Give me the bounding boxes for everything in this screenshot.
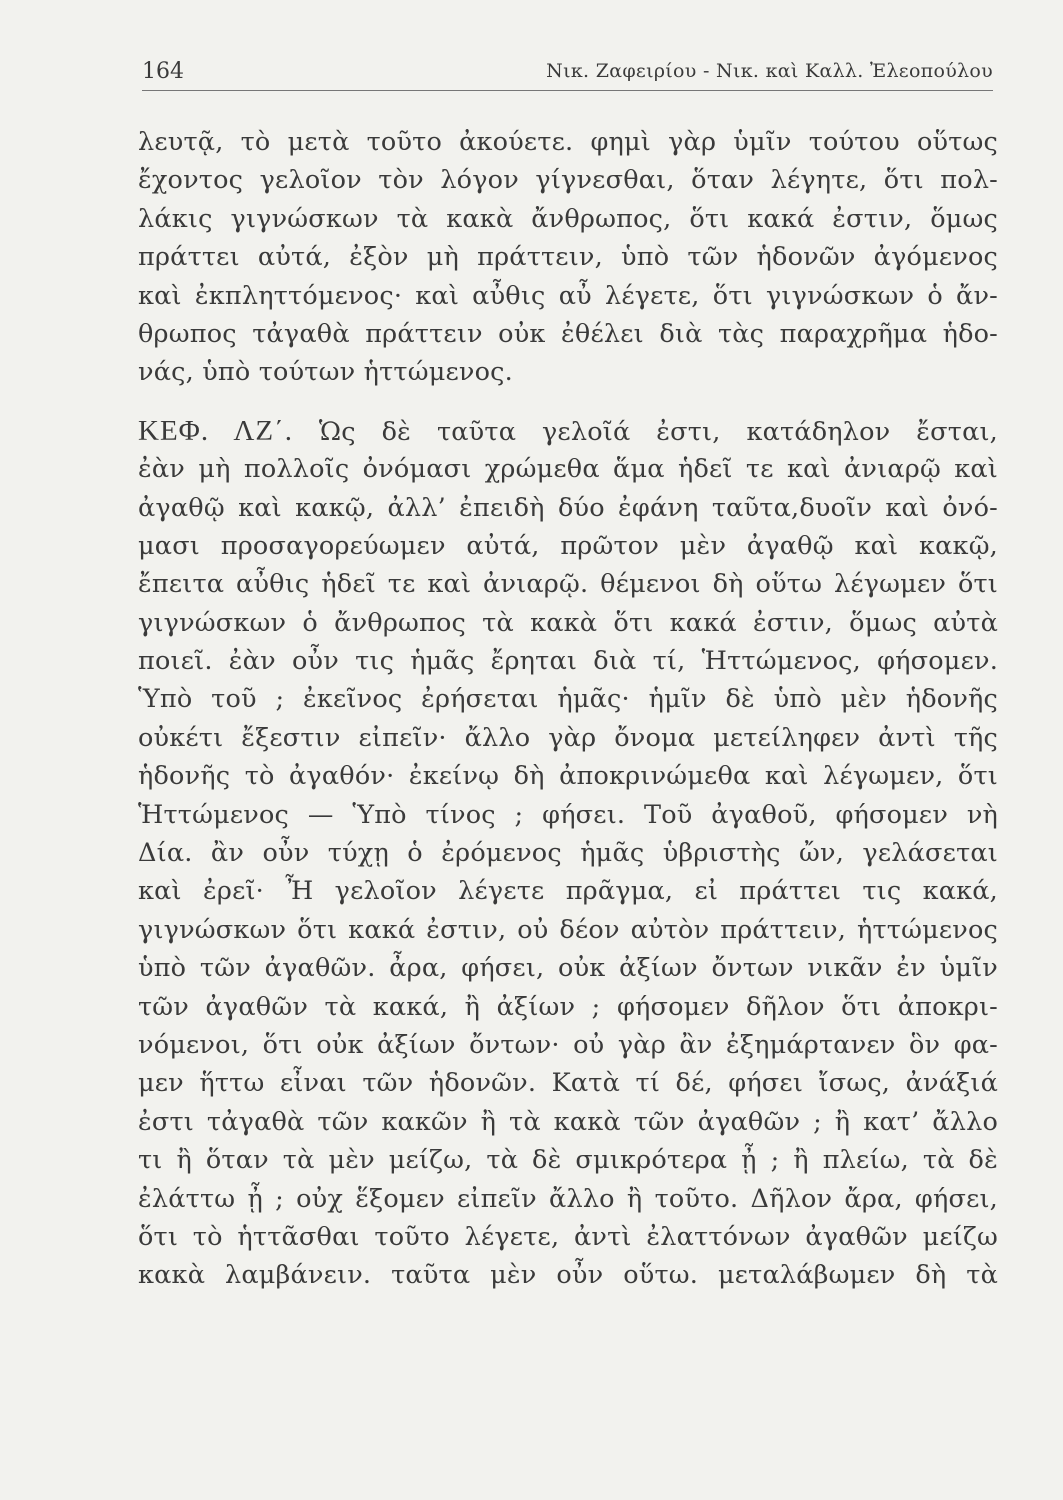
text-line: ἐὰν μὴ πολλοῖς ὀνόμασι χρώμεθα ἅμα ἡδεῖ τε καὶ ἀνιαρῷ καὶ — [138, 454, 998, 485]
text-line: οὐκέτι ἔξεστιν εἰπεῖν· ἄλλο γὰρ ὄνομα μετείληφεν ἀντὶ τῆς — [138, 722, 998, 753]
paragraph-gap — [138, 392, 998, 412]
chapter-first-line — [138, 412, 998, 450]
text-line: τι ἢ ὅταν τὰ μὲν μείζω, τὰ δὲ σμικρότερα ᾖ ; ἢ πλείω, τὰ δὲ — [138, 1145, 998, 1176]
text-line: ποιεῖ. ἐὰν οὖν τις ἡμᾶς ἔρηται διὰ τί, Ἡττώμενος, φήσομεν. — [138, 646, 998, 677]
text-line: ἐλάττω ᾖ ; οὐχ ἕξομεν εἰπεῖν ἄλλο ἢ τοῦτο. Δῆλον ἄρα, φήσει, — [138, 1183, 998, 1214]
text-line: καὶ ἐρεῖ· Ἦ γελοῖον λέγετε πρᾶγμα, εἰ πράττει τις κακά, — [138, 876, 998, 907]
body-text — [138, 123, 998, 1295]
text-line: Ὑπὸ τοῦ ; ἐκεῖνος ἐρήσεται ἡμᾶς· ἡμῖν δὲ ὑπὸ μὲν ἡδονῆς — [138, 684, 998, 715]
text-line: τῶν ἀγαθῶν τὰ κακά, ἢ ἀξίων ; φήσομεν δῆλον ὅτι ἀποκρι- — [138, 991, 998, 1022]
text-line: πράττει αὐτά, ἐξὸν μὴ πράττειν, ὑπὸ τῶν ἡδονῶν ἀγόμενος — [138, 242, 998, 273]
text-line: Δία. ἂν οὖν τύχῃ ὁ ἐρόμενος ἡμᾶς ὑβριστὴς ὤν, γελάσεται — [138, 838, 998, 869]
text-line: καὶ ἐκπληττόμενος· καὶ αὖθις αὖ λέγετε, ὅτι γιγνώσκων ὁ ἄν- — [138, 280, 998, 311]
text-line: ὑπὸ τῶν ἀγαθῶν. ἆρα, φήσει, οὐκ ἀξίων ὄντων νικᾶν ἐν ὑμῖν — [138, 953, 998, 984]
text-line: μεν ἥττω εἶναι τῶν ἡδονῶν. Κατὰ τί δέ, φήσει ἴσως, ἀνάξιά — [138, 1068, 998, 1099]
page-number: 164 — [142, 59, 184, 84]
text-line: Ἡττώμενος — Ὑπὸ τίνος ; φήσει. Τοῦ ἀγαθοῦ, φήσομεν νὴ — [138, 799, 998, 830]
chapter-heading: ΚΕΦ. ΛΖ΄. — [138, 414, 293, 447]
running-title: Νικ. Ζαφειρίου - Νικ. καὶ Καλλ. Ἐλεοπούλου — [546, 60, 993, 82]
text-line-fragment: Ὡς δὲ ταῦτα γελοῖά ἐστι, κατάδηλον ἔσται, — [318, 416, 998, 447]
text-line: κακὰ λαμβάνειν. ταῦτα μὲν οὖν οὕτω. μεταλάβωμεν δὴ τὰ — [138, 1260, 998, 1291]
text-line: ἔπειτα αὖθις ἡδεῖ τε καὶ ἀνιαρῷ. θέμενοι δὴ οὕτω λέγωμεν ὅτι — [138, 569, 998, 600]
text-line: μασι προσαγορεύωμεν αὐτά, πρῶτον μὲν ἀγαθῷ καὶ κακῷ, — [138, 530, 998, 561]
text-line: νάς, ὑπὸ τούτων ἡττώμενος. — [138, 357, 513, 388]
text-line: ἔχοντος γελοῖον τὸν λόγον γίγνεσθαι, ὅταν λέγητε, ὅτι πολ- — [138, 165, 998, 196]
text-line: λάκις γιγνώσκων τὰ κακὰ ἄνθρωπος, ὅτι κακά ἐστιν, ὅμως — [138, 203, 998, 234]
text-line: θρωπος τἀγαθὰ πράττειν οὐκ ἐθέλει διὰ τὰς παραχρῆμα ἡδο- — [138, 318, 998, 349]
text-line: ὅτι τὸ ἡττᾶσθαι τοῦτο λέγετε, ἀντὶ ἐλαττόνων ἀγαθῶν μείζω — [138, 1221, 998, 1252]
text-line: λευτᾷ, τὸ μετὰ τοῦτο ἀκούετε. φημὶ γὰρ ὑμῖν τούτου οὕτως — [138, 127, 998, 157]
text-line: ἡδονῆς τὸ ἀγαθόν· ἐκείνῳ δὴ ἀποκρινώμεθα καὶ λέγωμεν, ὅτι — [138, 761, 998, 792]
text-line: ἐστι τἀγαθὰ τῶν κακῶν ἢ τὰ κακὰ τῶν ἀγαθῶν ; ἢ κατ’ ἄλλο — [138, 1106, 998, 1137]
paragraph-2 — [138, 412, 998, 1295]
text-line: ἀγαθῷ καὶ κακῷ, ἀλλ’ ἐπειδὴ δύο ἐφάνη ταῦτα,δυοῖν καὶ ὀνό- — [138, 492, 998, 523]
running-header — [142, 42, 993, 91]
text-line: γιγνώσκων ὁ ἄνθρωπος τὰ κακὰ ὅτι κακά ἐστιν, ὅμως αὐτὰ — [138, 607, 998, 638]
text-line: γιγνώσκων ὅτι κακά ἐστιν, οὐ δέον αὐτὸν πράττειν, ἡττώμενος — [138, 914, 998, 945]
text-line: νόμενοι, ὅτι οὐκ ἀξίων ὄντων· οὐ γὰρ ἂν ἐξημάρτανεν ὃν φα- — [138, 1029, 998, 1060]
paragraph-1 — [138, 123, 998, 392]
